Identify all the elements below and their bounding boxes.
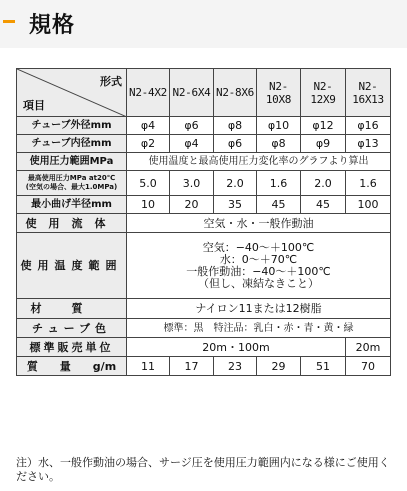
table-header-row [17, 69, 391, 117]
model-header: N2-4X2 [127, 69, 170, 117]
table-cell: 2.0 [214, 171, 257, 196]
table-cell: 3.0 [170, 171, 214, 196]
row-label: チューブ内径mm [17, 135, 127, 153]
table-cell: 空気・水・一般作動油 [127, 214, 391, 233]
table-cell: φ12 [301, 117, 346, 135]
row-label: チューブ外径mm [17, 117, 127, 135]
corner-label-item: 項目 [23, 99, 45, 112]
row-label: 使用温度範囲 [17, 233, 127, 299]
table-cell: 2.0 [301, 171, 346, 196]
table-cell: 35 [214, 196, 257, 214]
row-label: 標準販売単位 [17, 338, 127, 357]
table-cell: φ6 [214, 135, 257, 153]
row-label: 使用流体 [17, 214, 127, 233]
table-cell: φ16 [346, 117, 391, 135]
table-cell: 標準：黒 特注品：乳白・赤・青・黄・緑 [127, 319, 391, 338]
model-header: N2-8X6 [214, 69, 257, 117]
row-label: 材質 [17, 299, 127, 319]
row-label [17, 171, 127, 196]
table-cell: 11 [127, 357, 170, 376]
table-cell: φ4 [127, 117, 170, 135]
table-row-temperature [17, 233, 391, 299]
table-cell: 1.6 [257, 171, 301, 196]
temperature-line: 一般作動油：−40〜＋100℃ [186, 264, 331, 278]
table-cell: φ9 [301, 135, 346, 153]
table-cell: 45 [257, 196, 301, 214]
table-row-outer-diameter [17, 117, 391, 135]
table-row-bend-radius [17, 196, 391, 214]
table-cell: φ13 [346, 135, 391, 153]
table-cell: φ6 [170, 117, 214, 135]
spec-table [16, 68, 391, 376]
row-label: 質 量 g/m [17, 357, 127, 376]
corner-label-model: 形式 [100, 75, 122, 88]
table-cell: 1.6 [346, 171, 391, 196]
table-cell: φ4 [170, 135, 214, 153]
footnote: 注）水、一般作動油の場合、サージ圧を使用圧力範囲内になる様にご使用ください。 [16, 456, 390, 483]
table-cell: φ8 [214, 117, 257, 135]
table-row-mass [17, 357, 391, 376]
temperature-line: （但し、凍結なきこと） [198, 276, 319, 290]
table-cell: φ8 [257, 135, 301, 153]
table-row-unit [17, 338, 391, 357]
table-cell: 45 [301, 196, 346, 214]
table-row-material [17, 299, 391, 319]
table-cell: 51 [301, 357, 346, 376]
row-label-line: (空気の場合、最大1.0MPa) [25, 183, 118, 191]
header-corner-cell [17, 69, 127, 117]
table-cell: 使用温度と最高使用圧力変化率のグラフより算出 [127, 153, 391, 171]
section-header [0, 0, 407, 48]
row-label: 使用圧力範囲MPa [17, 153, 127, 171]
table-row-color [17, 319, 391, 338]
table-row-fluid [17, 214, 391, 233]
table-cell [127, 233, 391, 299]
table-cell: 29 [257, 357, 301, 376]
table-cell: 23 [214, 357, 257, 376]
section-title: 規格 [29, 12, 76, 38]
table-cell: 100 [346, 196, 391, 214]
table-cell: 20m・100m [127, 338, 346, 357]
table-cell: φ10 [257, 117, 301, 135]
model-header: N2-16X13 [346, 69, 391, 117]
section-accent-bar [3, 20, 15, 23]
table-row-pressure-range [17, 153, 391, 171]
table-row-inner-diameter [17, 135, 391, 153]
temperature-line: 空気：−40〜＋100℃ [202, 240, 315, 254]
table-cell: 20m [346, 338, 391, 357]
table-cell: 5.0 [127, 171, 170, 196]
table-cell: 10 [127, 196, 170, 214]
row-label-line: 最高使用圧力MPa at20℃ [27, 174, 116, 182]
model-header: N2-12X9 [301, 69, 346, 117]
model-header: N2-10X8 [257, 69, 301, 117]
model-header: N2-6X4 [170, 69, 214, 117]
table-cell: 70 [346, 357, 391, 376]
table-row-max-pressure [17, 171, 391, 196]
table-cell: 17 [170, 357, 214, 376]
temperature-line: 水：0〜＋70℃ [219, 252, 298, 266]
table-cell: ナイロン11または12樹脂 [127, 299, 391, 319]
row-label: チューブ色 [17, 319, 127, 338]
table-cell: 20 [170, 196, 214, 214]
row-label: 最小曲げ半径mm [17, 196, 127, 214]
table-cell: φ2 [127, 135, 170, 153]
